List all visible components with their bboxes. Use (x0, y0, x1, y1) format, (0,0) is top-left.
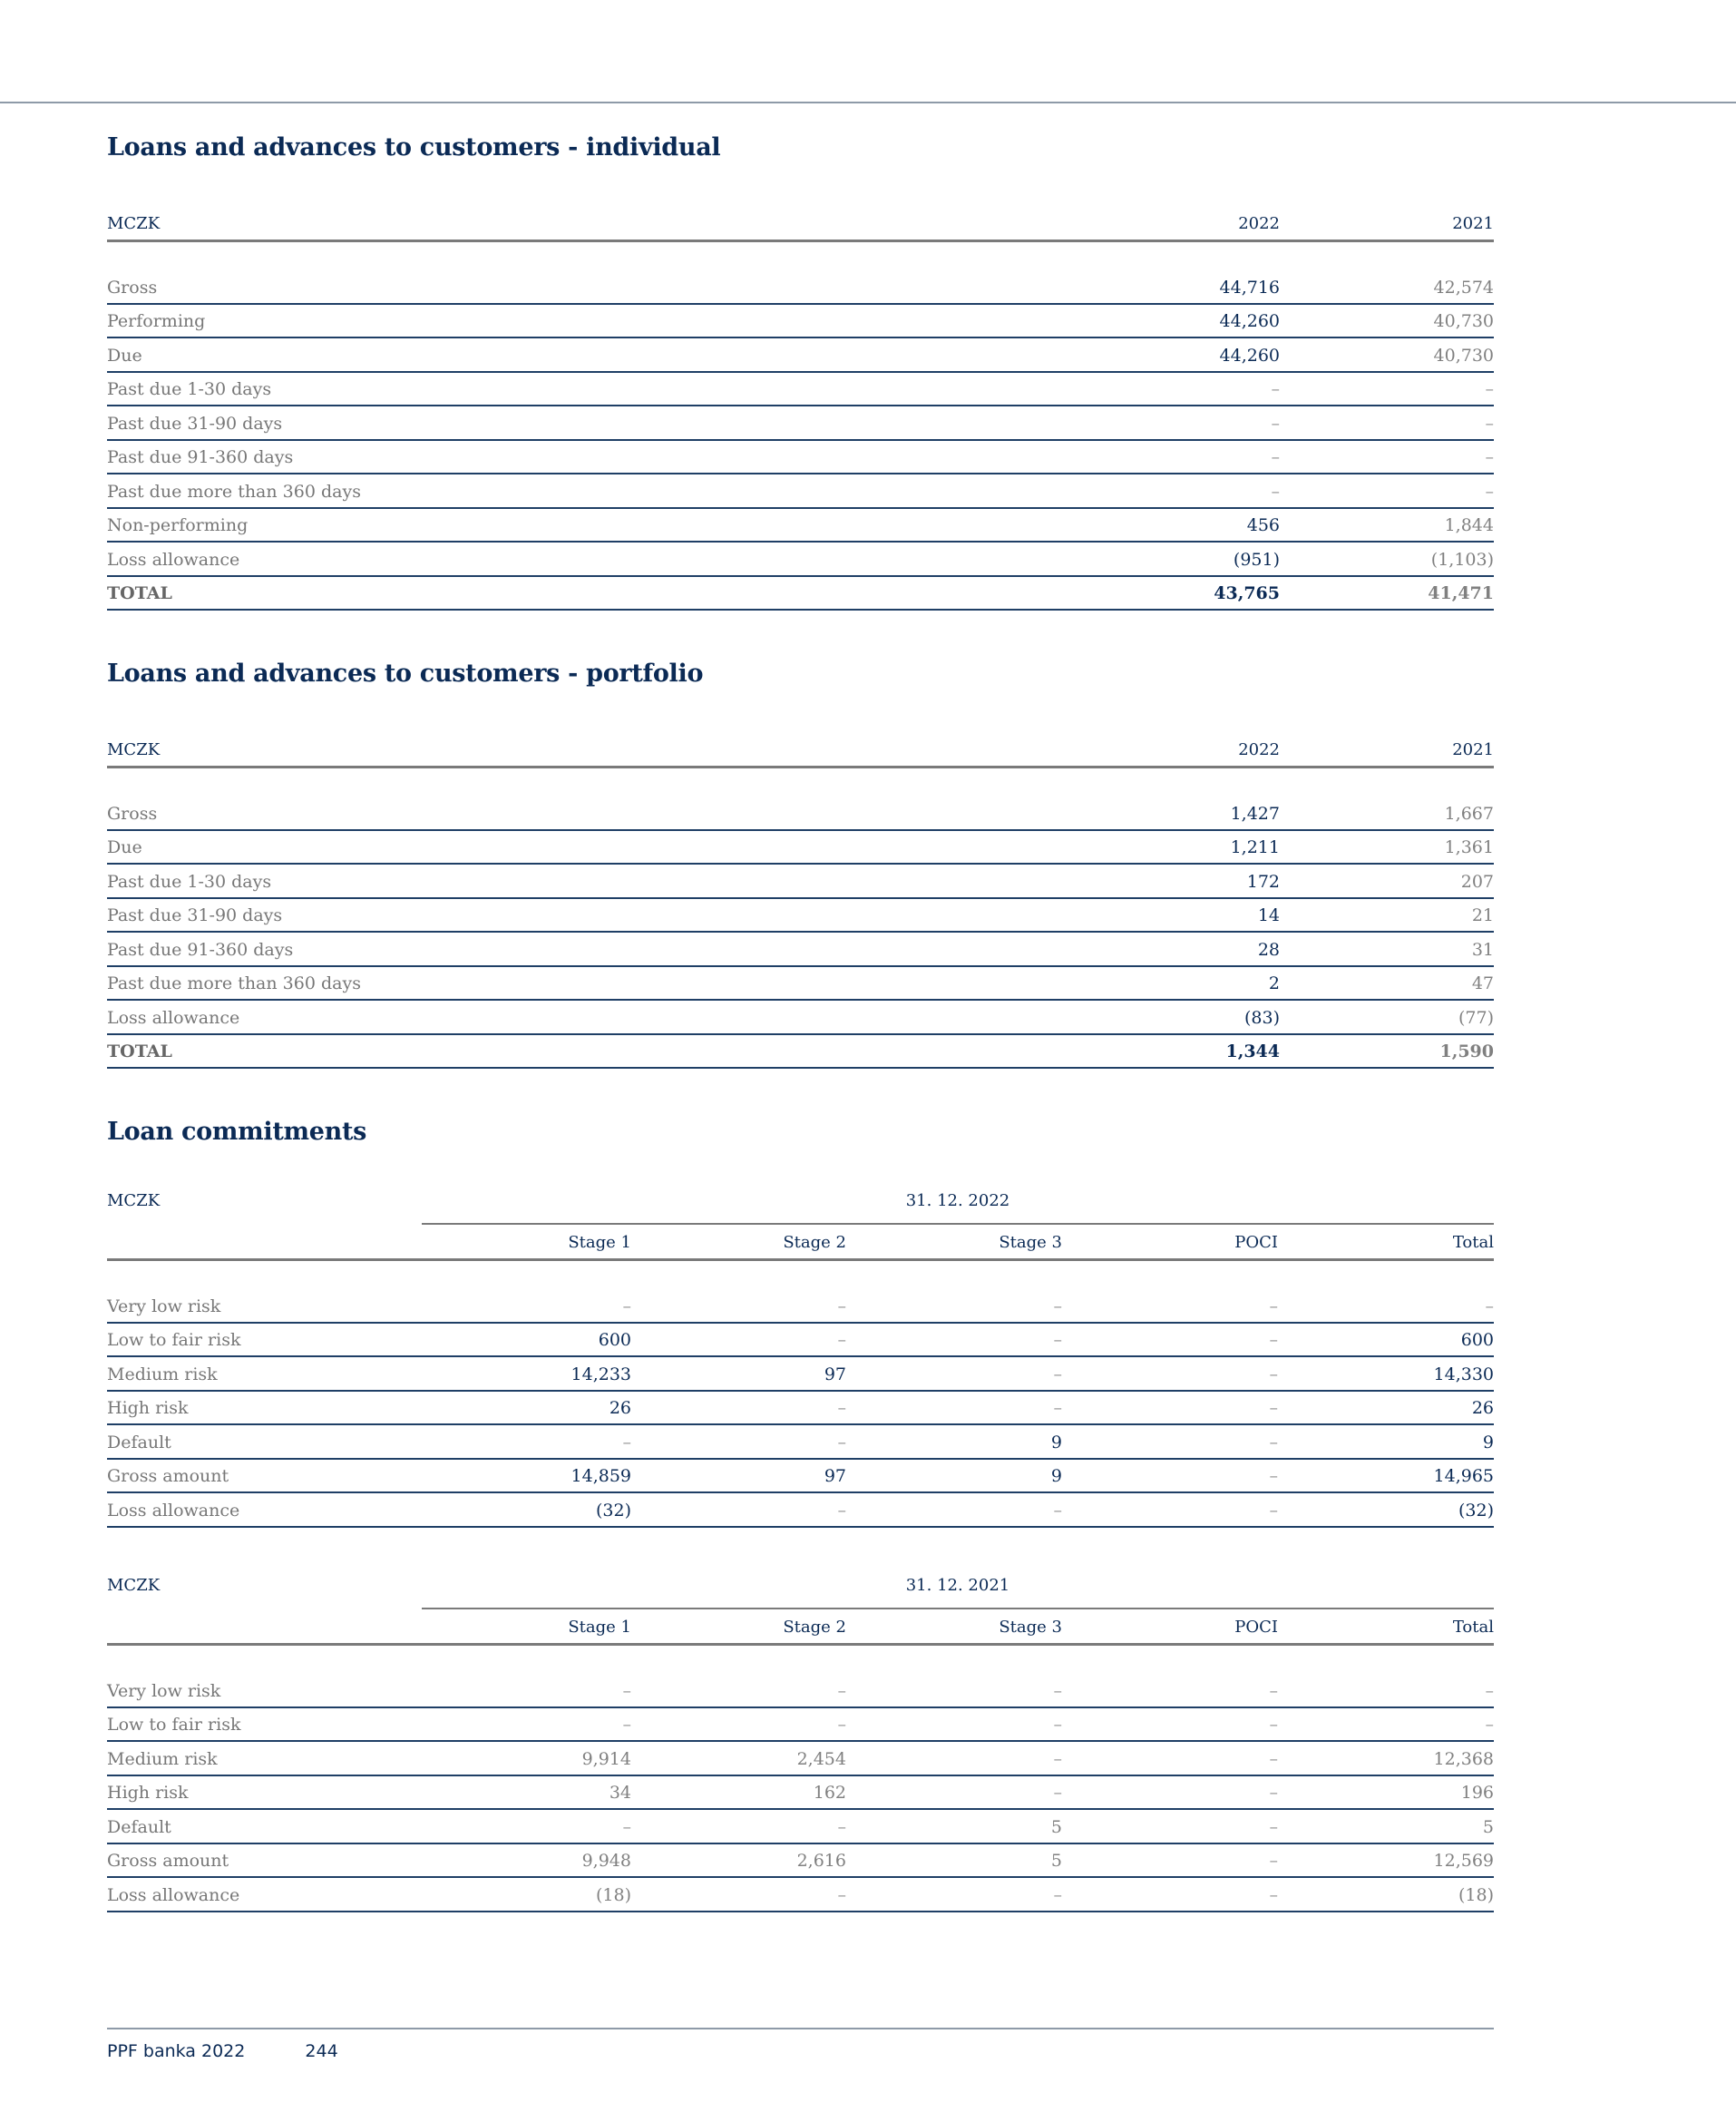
table-row (107, 1289, 1494, 1324)
period-label: 31. 12. 2021 (905, 1576, 1010, 1595)
value-2021: 207 (1460, 871, 1494, 892)
table-row (107, 1357, 1494, 1392)
value-stage-3: 9 (1050, 1466, 1062, 1486)
table-body (107, 1674, 1494, 1912)
value-stage-2: 162 (813, 1783, 846, 1803)
publication-name: PPF banka 2022 (107, 2041, 246, 2061)
table-row (107, 1493, 1494, 1528)
stage-header (107, 1225, 1494, 1261)
value-2021: 31 (1471, 939, 1494, 960)
value-stage-1: 14,233 (571, 1364, 631, 1384)
value-stage-2: 97 (824, 1466, 846, 1486)
table-commitments-2021 (107, 1571, 1494, 1912)
value-total: 5 (1482, 1816, 1494, 1837)
value-stage-3: – (1053, 1748, 1062, 1769)
value-poci: – (1269, 1783, 1278, 1803)
table-row (107, 406, 1494, 441)
value-stage-2: 2,616 (796, 1851, 846, 1871)
value-stage-3: 5 (1050, 1851, 1062, 1871)
value-total: (18) (1458, 1884, 1494, 1905)
value-poci: – (1269, 1432, 1278, 1452)
value-stage-3: – (1053, 1884, 1062, 1905)
value-stage-2: – (837, 1296, 846, 1316)
table-row (107, 865, 1494, 899)
value-total: (32) (1458, 1500, 1494, 1521)
table-row (107, 305, 1494, 339)
section-title-commitments: Loan commitments (107, 1118, 367, 1146)
value-stage-3: 9 (1050, 1432, 1062, 1452)
table-span-header (107, 1571, 1494, 1609)
value-2021: 40,730 (1433, 311, 1494, 331)
column-header-2022: 2022 (1238, 740, 1280, 759)
value-2021: – (1485, 481, 1494, 502)
value-stage-1: 26 (609, 1398, 631, 1418)
value-stage-2: 97 (824, 1364, 846, 1384)
table-body (107, 797, 1494, 1069)
row-label: Performing (107, 311, 206, 331)
value-2021: – (1485, 413, 1494, 434)
value-2022: – (1271, 481, 1280, 502)
column-header-stage-3: Stage 3 (999, 1233, 1062, 1252)
column-header-stage-1: Stage 1 (568, 1618, 631, 1637)
table-body (107, 1289, 1494, 1528)
value-stage-1: 9,948 (581, 1851, 631, 1871)
value-2022: – (1271, 413, 1280, 434)
row-label: Past due 1-30 days (107, 379, 272, 399)
value-2021: 47 (1471, 973, 1494, 993)
value-stage-3: – (1053, 1364, 1062, 1384)
column-header-stage-2: Stage 2 (783, 1618, 846, 1637)
value-stage-3: 5 (1050, 1816, 1062, 1837)
value-poci: – (1269, 1398, 1278, 1418)
value-2021: 21 (1471, 905, 1494, 925)
value-stage-2: – (837, 1398, 846, 1418)
value-total: 14,965 (1433, 1466, 1494, 1486)
value-total: – (1485, 1680, 1494, 1701)
column-header-stage-1: Stage 1 (568, 1233, 631, 1252)
value-2022: 44,260 (1219, 311, 1280, 331)
table-row (107, 899, 1494, 934)
value-2022: 1,427 (1230, 803, 1280, 824)
value-2022: 172 (1246, 871, 1280, 892)
table-row (107, 831, 1494, 865)
value-total: 26 (1471, 1398, 1494, 1418)
table-individual (107, 203, 1494, 611)
value-stage-2: – (837, 1816, 846, 1837)
row-label: Loss allowance (107, 549, 240, 570)
table-row (107, 338, 1494, 373)
value-stage-1: 14,859 (571, 1466, 631, 1486)
table-row (107, 1324, 1494, 1358)
table-header (107, 203, 1494, 242)
value-poci: – (1269, 1500, 1278, 1521)
row-label: Very low risk (107, 1296, 221, 1316)
value-stage-1: (18) (595, 1884, 631, 1905)
row-label: Due (107, 345, 142, 366)
section-title-portfolio: Loans and advances to customers - portfolio (107, 660, 704, 688)
value-stage-3: – (1053, 1296, 1062, 1316)
table-row (107, 1460, 1494, 1494)
value-stage-2: – (837, 1330, 846, 1350)
value-total: 600 (1460, 1330, 1494, 1350)
table-header (107, 729, 1494, 768)
row-label: Past due more than 360 days (107, 973, 361, 993)
table-row (107, 1810, 1494, 1844)
value-2021: 1,590 (1439, 1041, 1494, 1061)
value-poci: – (1269, 1748, 1278, 1769)
row-label: High risk (107, 1783, 189, 1803)
value-2022: 456 (1246, 515, 1280, 535)
value-stage-1: 9,914 (581, 1748, 631, 1769)
table-row (107, 967, 1494, 1002)
row-label: Medium risk (107, 1748, 218, 1769)
table-row (107, 1674, 1494, 1708)
row-label: Default (107, 1816, 171, 1837)
value-2022: 1,211 (1230, 837, 1280, 857)
table-span-header (107, 1187, 1494, 1225)
value-stage-2: – (837, 1432, 846, 1452)
row-label: Past due more than 360 days (107, 481, 361, 502)
row-label: TOTAL (107, 1041, 172, 1061)
value-stage-3: – (1053, 1500, 1062, 1521)
row-label: Loss allowance (107, 1500, 240, 1521)
table-row (107, 1776, 1494, 1811)
row-label: Gross (107, 803, 158, 824)
value-poci: – (1269, 1364, 1278, 1384)
value-2022: 14 (1257, 905, 1280, 925)
value-total: – (1485, 1715, 1494, 1735)
value-poci: – (1269, 1296, 1278, 1316)
row-label: TOTAL (107, 583, 172, 603)
value-stage-1: – (622, 1432, 631, 1452)
row-label: High risk (107, 1398, 189, 1418)
value-2021: 42,574 (1433, 277, 1494, 298)
column-header-stage-2: Stage 2 (783, 1233, 846, 1252)
unit-label: MCZK (107, 214, 161, 233)
value-2021: 40,730 (1433, 345, 1494, 366)
table-row (107, 441, 1494, 475)
value-2021: 1,667 (1444, 803, 1494, 824)
row-label: Due (107, 837, 142, 857)
value-2022: 44,260 (1219, 345, 1280, 366)
value-total: 12,569 (1433, 1851, 1494, 1871)
row-label: Loss allowance (107, 1007, 240, 1028)
table-commitments-2022 (107, 1187, 1494, 1528)
table-row (107, 1742, 1494, 1776)
value-poci: – (1269, 1466, 1278, 1486)
value-stage-1: 600 (598, 1330, 631, 1350)
value-stage-3: – (1053, 1680, 1062, 1701)
value-2022: 28 (1257, 939, 1280, 960)
row-label: Past due 91-360 days (107, 939, 294, 960)
value-2021: 1,844 (1444, 515, 1494, 535)
row-label: Past due 31-90 days (107, 413, 283, 434)
row-label: Low to fair risk (107, 1715, 241, 1735)
value-2022: 44,716 (1219, 277, 1280, 298)
value-stage-3: – (1053, 1715, 1062, 1735)
value-stage-3: – (1053, 1398, 1062, 1418)
table-row (107, 474, 1494, 509)
value-2022: 2 (1268, 973, 1280, 993)
row-label: Gross amount (107, 1466, 229, 1486)
total-row (107, 1035, 1494, 1070)
page-number: 244 (305, 2041, 338, 2061)
row-label: Medium risk (107, 1364, 218, 1384)
column-header-2021: 2021 (1452, 214, 1494, 233)
value-2022: – (1271, 447, 1280, 467)
value-stage-1: – (622, 1816, 631, 1837)
row-label: Gross (107, 277, 158, 298)
row-label: Past due 1-30 days (107, 871, 272, 892)
value-2021: (1,103) (1430, 549, 1494, 570)
value-stage-1: – (622, 1715, 631, 1735)
table-body (107, 270, 1494, 611)
unit-label: MCZK (107, 1576, 161, 1595)
value-poci: – (1269, 1884, 1278, 1905)
stage-header (107, 1609, 1494, 1646)
row-label: Loss allowance (107, 1884, 240, 1905)
column-header-stage-3: Stage 3 (999, 1618, 1062, 1637)
table-row (107, 543, 1494, 577)
value-2021: (77) (1458, 1007, 1494, 1028)
column-header-total: Total (1452, 1233, 1494, 1252)
section-title-individual: Loans and advances to customers - individual (107, 133, 721, 161)
table-row (107, 933, 1494, 967)
row-label: Past due 31-90 days (107, 905, 283, 925)
table-row (107, 1425, 1494, 1460)
table-portfolio (107, 729, 1494, 1069)
value-stage-1: (32) (595, 1500, 631, 1521)
row-label: Gross amount (107, 1851, 229, 1871)
value-poci: – (1269, 1680, 1278, 1701)
table-row (107, 1844, 1494, 1879)
row-label: Past due 91-360 days (107, 447, 294, 467)
value-stage-1: – (622, 1680, 631, 1701)
value-total: 12,368 (1433, 1748, 1494, 1769)
table-row (107, 270, 1494, 305)
value-2021: – (1485, 447, 1494, 467)
value-stage-1: 34 (609, 1783, 631, 1803)
table-row (107, 1001, 1494, 1035)
unit-label: MCZK (107, 740, 161, 759)
table-row (107, 1708, 1494, 1743)
column-header-total: Total (1452, 1618, 1494, 1637)
value-total: 14,330 (1433, 1364, 1494, 1384)
value-2021: – (1485, 379, 1494, 399)
value-2022: (83) (1243, 1007, 1280, 1028)
value-stage-2: – (837, 1884, 846, 1905)
value-total: 196 (1460, 1783, 1494, 1803)
top-rule (0, 102, 1736, 103)
table-row (107, 373, 1494, 407)
table-row (107, 1878, 1494, 1912)
value-poci: – (1269, 1816, 1278, 1837)
value-stage-2: – (837, 1715, 846, 1735)
row-label: Default (107, 1432, 171, 1452)
row-label: Low to fair risk (107, 1330, 241, 1350)
value-2022: – (1271, 379, 1280, 399)
total-row (107, 577, 1494, 611)
value-2021: 1,361 (1444, 837, 1494, 857)
value-2022: (951) (1233, 549, 1280, 570)
value-poci: – (1269, 1330, 1278, 1350)
value-stage-2: – (837, 1500, 846, 1521)
column-header-2022: 2022 (1238, 214, 1280, 233)
column-header-2021: 2021 (1452, 740, 1494, 759)
value-total: – (1485, 1296, 1494, 1316)
page-footer (107, 2041, 338, 2061)
table-row (107, 797, 1494, 831)
value-stage-2: 2,454 (796, 1748, 846, 1769)
value-2021: 41,471 (1428, 583, 1494, 603)
column-header-poci: POCI (1234, 1618, 1278, 1637)
unit-label: MCZK (107, 1191, 161, 1210)
row-label: Non-performing (107, 515, 249, 535)
column-header-poci: POCI (1234, 1233, 1278, 1252)
row-label: Very low risk (107, 1680, 221, 1701)
table-row (107, 509, 1494, 543)
value-stage-1: – (622, 1296, 631, 1316)
value-2022: 1,344 (1225, 1041, 1280, 1061)
value-total: 9 (1482, 1432, 1494, 1452)
footer-rule (107, 2028, 1494, 2029)
period-label: 31. 12. 2022 (905, 1191, 1010, 1210)
value-stage-3: – (1053, 1783, 1062, 1803)
value-stage-2: – (837, 1680, 846, 1701)
value-poci: – (1269, 1851, 1278, 1871)
value-2022: 43,765 (1214, 583, 1280, 603)
value-poci: – (1269, 1715, 1278, 1735)
table-row (107, 1392, 1494, 1426)
value-stage-3: – (1053, 1330, 1062, 1350)
